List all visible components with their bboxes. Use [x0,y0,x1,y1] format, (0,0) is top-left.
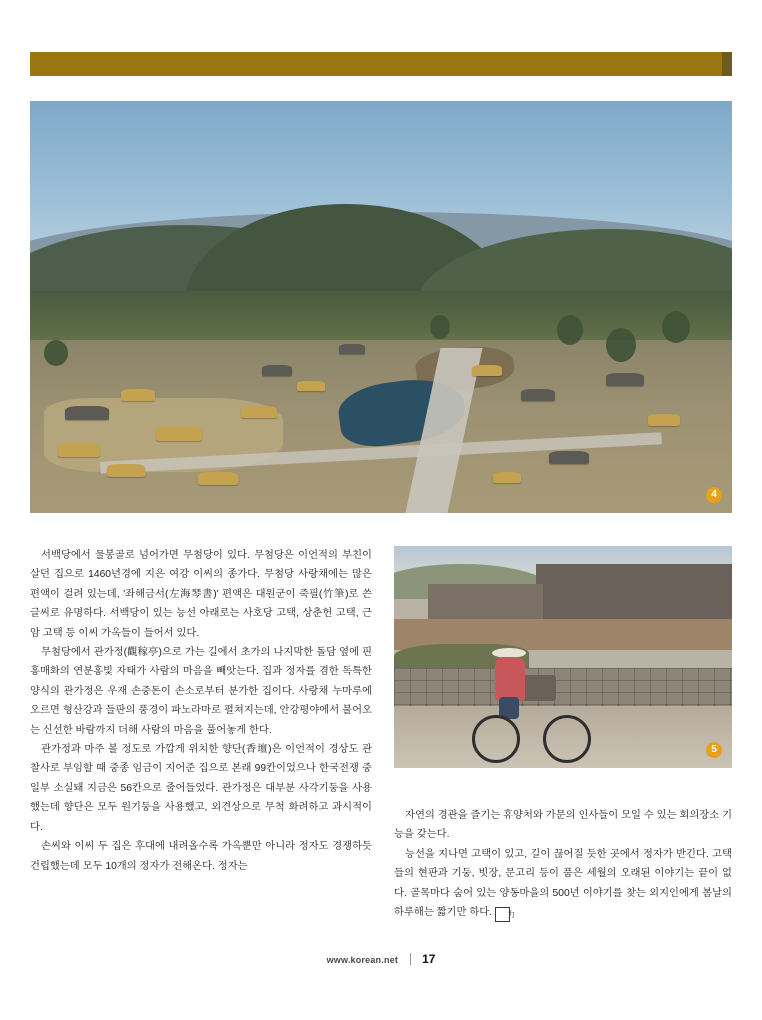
photo-number-badge: 5 [706,742,722,758]
photo2-rider-body [495,657,525,701]
photo2-hanok-right [536,564,732,622]
paragraph: 관가정과 마주 볼 정도로 가깝게 위치한 향단(香壇)은 이언적이 경상도 관찰사로 부임할 때 중종 임금이 지어준 집으로 본래 99칸이었으나 한국전쟁 중 일부 소실돼 지금은 56칸으로 줄어들었다. 관가정은 대부분 사각기둥을 사용했는데 향단은 모두 원기둥을 사용했고, 외견상으로 무척 화려하고 과시적이다. [30,744,372,833]
photo2-bicycle-wheel [472,715,520,763]
photo-hanok-roof [648,414,680,426]
photo-hanok-roof [107,464,145,477]
photo2-bicycle-cargo [522,675,556,701]
header-rule-gold [30,52,722,76]
photo-tiled-roof [521,389,555,401]
end-mark: 力 [495,907,510,922]
paragraph: 무첨당에서 관가정(觀稼亭)으로 가는 길에서 초가의 나지막한 돌담 옆에 핀 홍매화의 연분홍빛 자태가 사람의 마음을 빼앗는다. 집과 정자를 겸한 독특한 양식의 관가정은 우재 손중돈이 손소로부터 분가한 집이다. 사랑채 누마루에 오르면 형산강과 들판의 풍경이 파노라마로 펼쳐지는데, 안강평야에서 불어오는 신선한 바람까지 더해 사람의 마음을 풀어놓게 한다. [30,647,372,736]
aerial-village-photo [30,101,732,513]
photo2-hanok-left [428,584,543,620]
photo-tiled-roof [606,373,644,386]
photo2-bicycle-wheel [543,715,591,763]
photo-hanok-roof [297,381,325,391]
photo-tree [662,311,690,343]
photo2-stone-wall [394,668,732,708]
photo-tree [557,315,583,345]
header-rule [30,52,732,76]
photo-hanok-roof [493,472,521,483]
photo-hanok-roof [241,406,277,418]
paragraph: 서백당에서 물봉골로 넘어가면 무첨당이 있다. 무첨당은 이언적의 부친이 살던 집으로 1460년경에 지은 여강 이씨의 종가다. 무첨당 사랑채에는 많은 편액이 걸려 있는데, '좌해금서(左海琴書)' 편액은 대원군이 죽필(竹筆)로 쓴 글씨로 유명하다. 서백당이 있는 능선 아래로는 사호당 고택, 상춘헌 고택, 근암 고택 등 이씨 가옥들이 들어서 있다. [30,550,372,639]
paragraph: 손씨와 이씨 두 집은 후대에 내려올수록 가옥뿐만 아니라 정자도 경쟁하듯 건립했는데 모두 10개의 정자가 전해온다. 정자는 [30,841,372,872]
photo-tree [606,328,636,362]
cyclist-photo [394,546,732,768]
photo-hanok-roof [121,389,155,401]
photo-number-badge: 4 [706,487,722,503]
footer-website[interactable]: www.korean.net [326,955,399,965]
page-footer [0,952,762,966]
photo-tiled-roof [339,344,365,354]
photo-tree [44,340,68,366]
photo-tiled-roof [65,406,109,420]
footer-divider [410,953,411,965]
photo-tiled-roof [549,451,589,464]
header-rule-tail [722,52,732,76]
article-left-column [30,546,372,876]
article-right-column [394,806,732,922]
photo-tiled-roof [262,365,292,376]
photo-hanok-roof [472,365,502,376]
paragraph [394,845,732,923]
paragraph: 자연의 경관을 즐기는 휴양처와 가문의 인사들이 모일 수 있는 회의장소 기능을 갖는다. [394,810,733,841]
page-number: 17 [422,952,436,966]
photo-hanok-roof [156,426,202,441]
paragraph-text: 능선을 지나면 고택이 있고, 길이 끊어질 듯한 곳에서 정자가 반긴다. 고택들의 현판과 기둥, 빗장, 문고리 등이 품은 세월의 오래된 이야기는 끝이 없다. 골목마다 숨어 있는 양동마을의 500년 이야기를 찾는 외지인에게 봄날의 하루해는 짧기만 하다. [394,848,732,919]
photo-hanok-roof [58,443,100,457]
photo-hanok-roof [198,472,238,485]
